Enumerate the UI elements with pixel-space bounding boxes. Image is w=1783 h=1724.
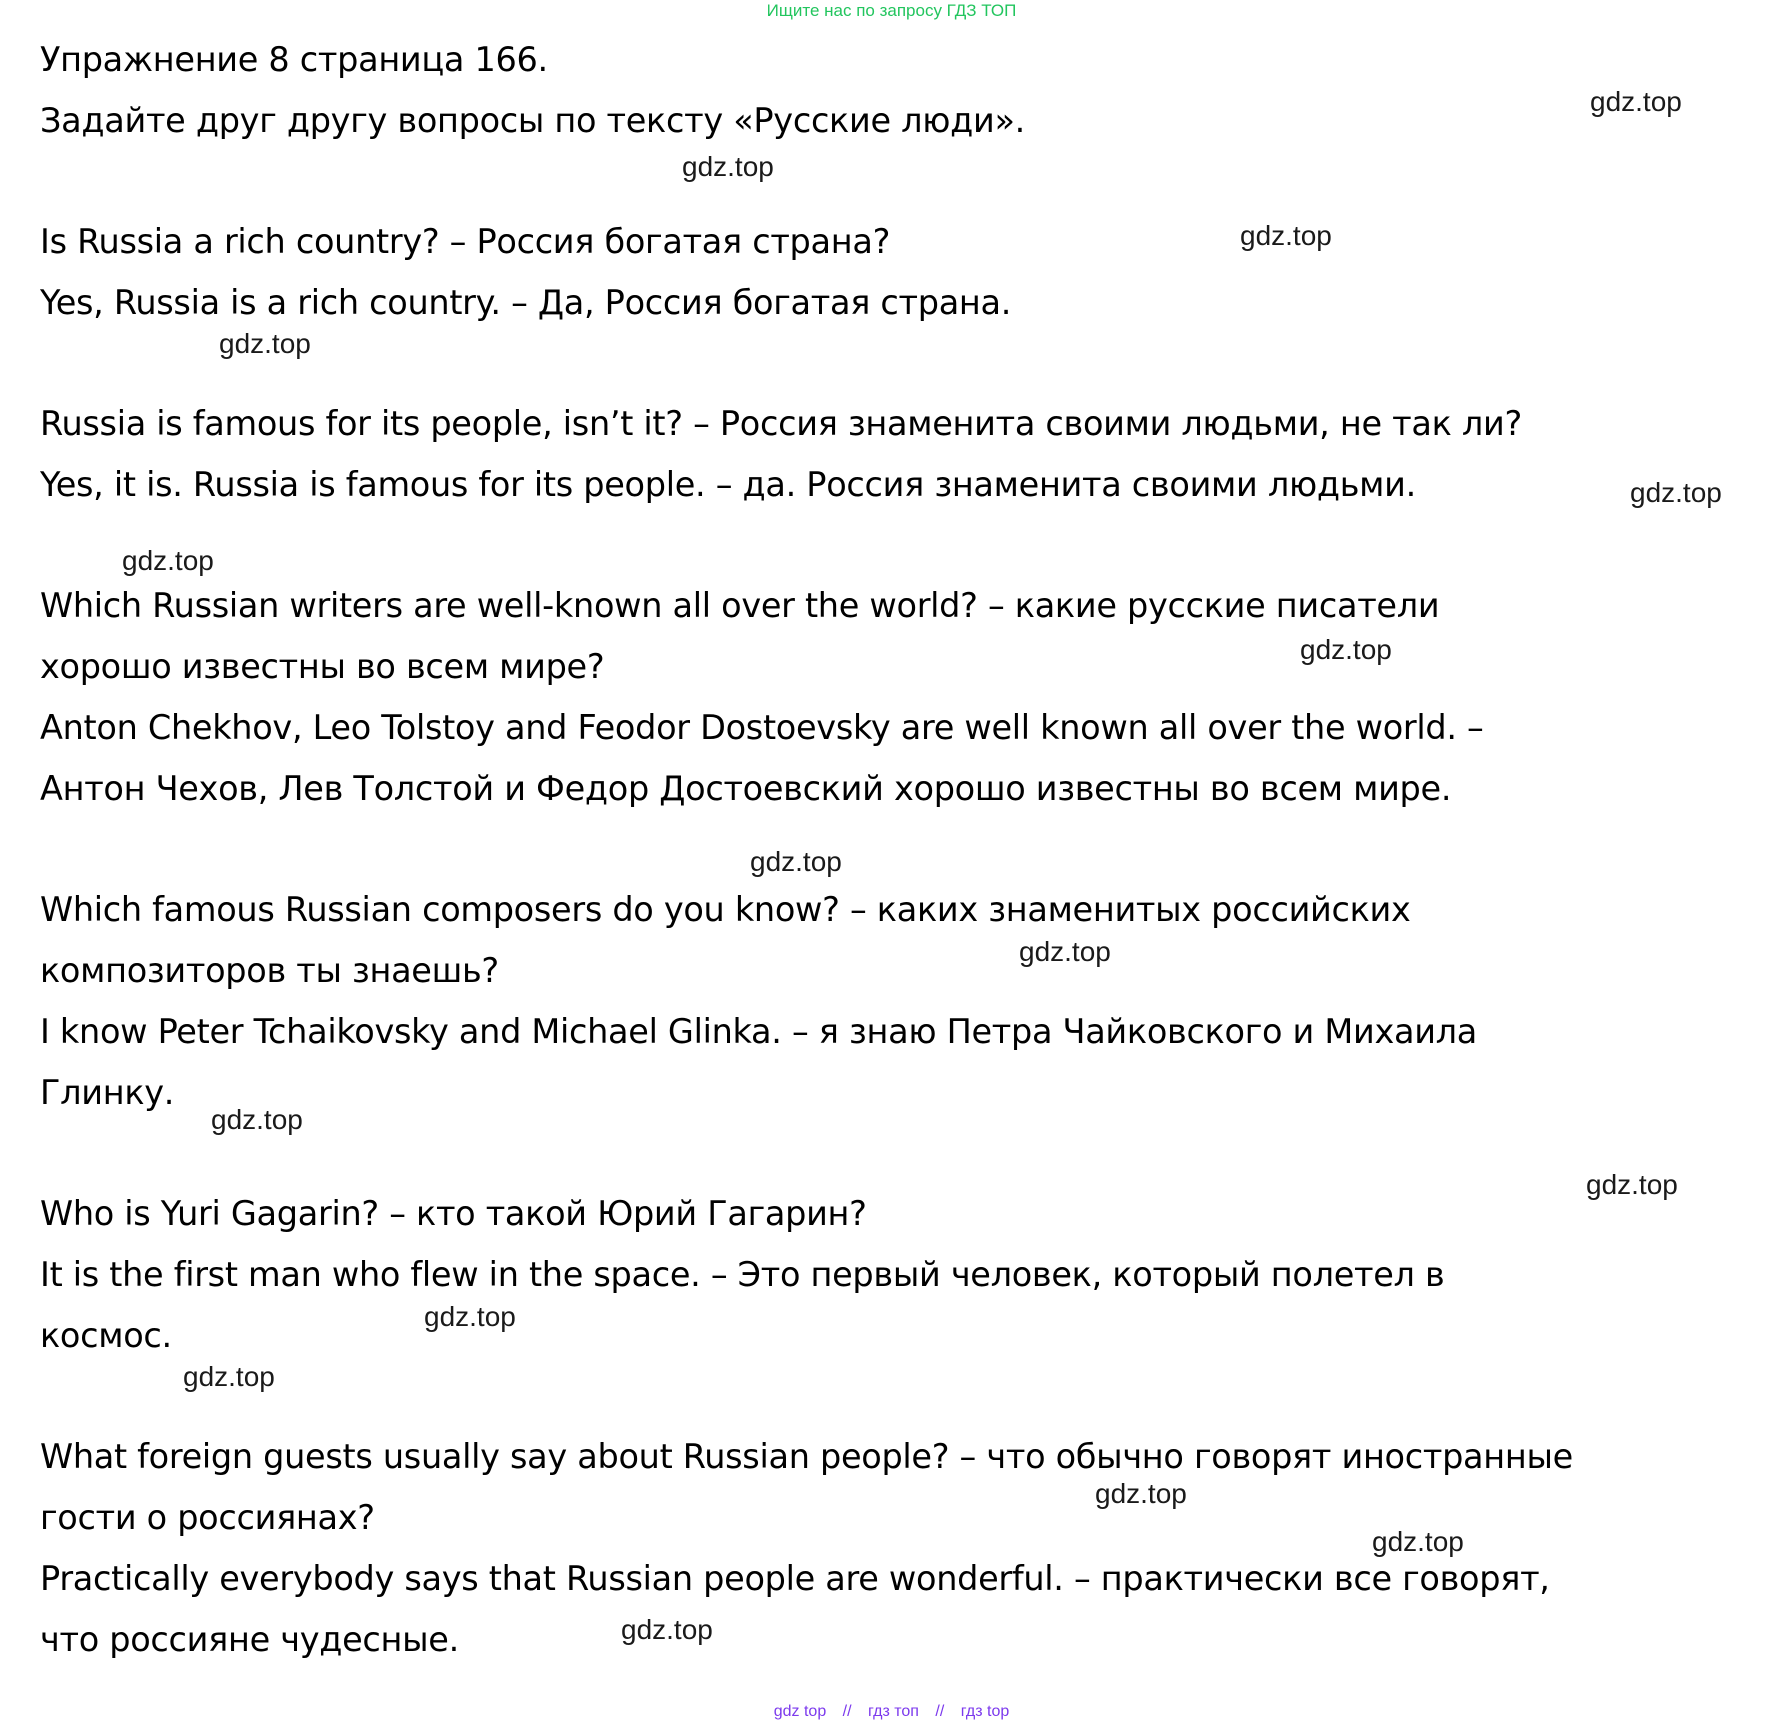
answer-6-line-1: Practically everybody says that Russian people are wonderful. – практически все говорят, xyxy=(40,1559,1550,1598)
footer-link-gdz-top-mixed[interactable]: гдз top xyxy=(960,1703,1010,1720)
watermark: gdz.top xyxy=(621,1614,713,1645)
watermark: gdz.top xyxy=(1372,1526,1464,1557)
watermark: gdz.top xyxy=(682,151,774,182)
question-4-line-1: Which famous Russian composers do you know? – каких знаменитых российских xyxy=(40,890,1411,929)
question-5: Who is Yuri Gagarin? – кто такой Юрий Гагарин? xyxy=(40,1194,867,1233)
answer-1: Yes, Russia is a rich country. – Да, Россия богатая страна. xyxy=(40,283,1012,322)
watermark: gdz.top xyxy=(219,328,311,359)
watermark: gdz.top xyxy=(1300,634,1392,665)
watermark: gdz.top xyxy=(1019,936,1111,967)
question-1: Is Russia a rich country? – Россия богатая страна? xyxy=(40,222,891,261)
question-3-line-1: Which Russian writers are well-known all over the world? – какие русские писатели xyxy=(40,586,1440,625)
footer-link-gdz-top[interactable]: gdz top xyxy=(773,1703,827,1720)
answer-6-line-2: что россияне чудесные. xyxy=(40,1620,459,1659)
question-3-line-2: хорошо известны во всем мире? xyxy=(40,647,605,686)
footer-separator: // xyxy=(842,1703,852,1720)
exercise-instruction: Задайте друг другу вопросы по тексту «Русские люди». xyxy=(40,101,1026,140)
footer xyxy=(0,1702,1783,1722)
footer-separator: // xyxy=(935,1703,945,1720)
watermark: gdz.top xyxy=(424,1301,516,1332)
answer-5-line-2: космос. xyxy=(40,1316,172,1355)
top-banner: Ищите нас по запросу ГДЗ ТОП xyxy=(766,1,1017,20)
watermark: gdz.top xyxy=(1240,220,1332,251)
watermark: gdz.top xyxy=(1586,1169,1678,1200)
answer-5-line-1: It is the first man who flew in the space. – Это первый человек, который полетел в xyxy=(40,1255,1445,1294)
watermark: gdz.top xyxy=(122,545,214,576)
watermark: gdz.top xyxy=(1630,477,1722,508)
watermark: gdz.top xyxy=(183,1361,275,1392)
watermark: gdz.top xyxy=(211,1104,303,1135)
watermark: gdz.top xyxy=(750,846,842,877)
watermark: gdz.top xyxy=(1095,1478,1187,1509)
question-6-line-1: What foreign guests usually say about Russian people? – что обычно говорят иностранные xyxy=(40,1437,1573,1476)
watermark: gdz.top xyxy=(1590,86,1682,117)
answer-3-line-1: Anton Chekhov, Leo Tolstoy and Feodor Dostoevsky are well known all over the world. – xyxy=(40,708,1484,747)
exercise-title: Упражнение 8 страница 166. xyxy=(40,40,548,79)
footer-link-gdz-top-ru[interactable]: гдз топ xyxy=(868,1703,919,1720)
question-4-line-2: композиторов ты знаешь? xyxy=(40,951,499,990)
answer-3-line-2: Антон Чехов, Лев Толстой и Федор Достоевский хорошо известны во всем мире. xyxy=(40,769,1452,808)
answer-4-line-2: Глинку. xyxy=(40,1073,175,1112)
question-6-line-2: гости о россиянах? xyxy=(40,1498,375,1537)
answer-4-line-1: I know Peter Tchaikovsky and Michael Glinka. – я знаю Петра Чайковского и Михаила xyxy=(40,1012,1478,1051)
question-2: Russia is famous for its people, isn’t it? – Россия знаменита своими людьми, не так ли? xyxy=(40,404,1522,443)
answer-2: Yes, it is. Russia is famous for its people. – да. Россия знаменита своими людьми. xyxy=(40,465,1416,504)
